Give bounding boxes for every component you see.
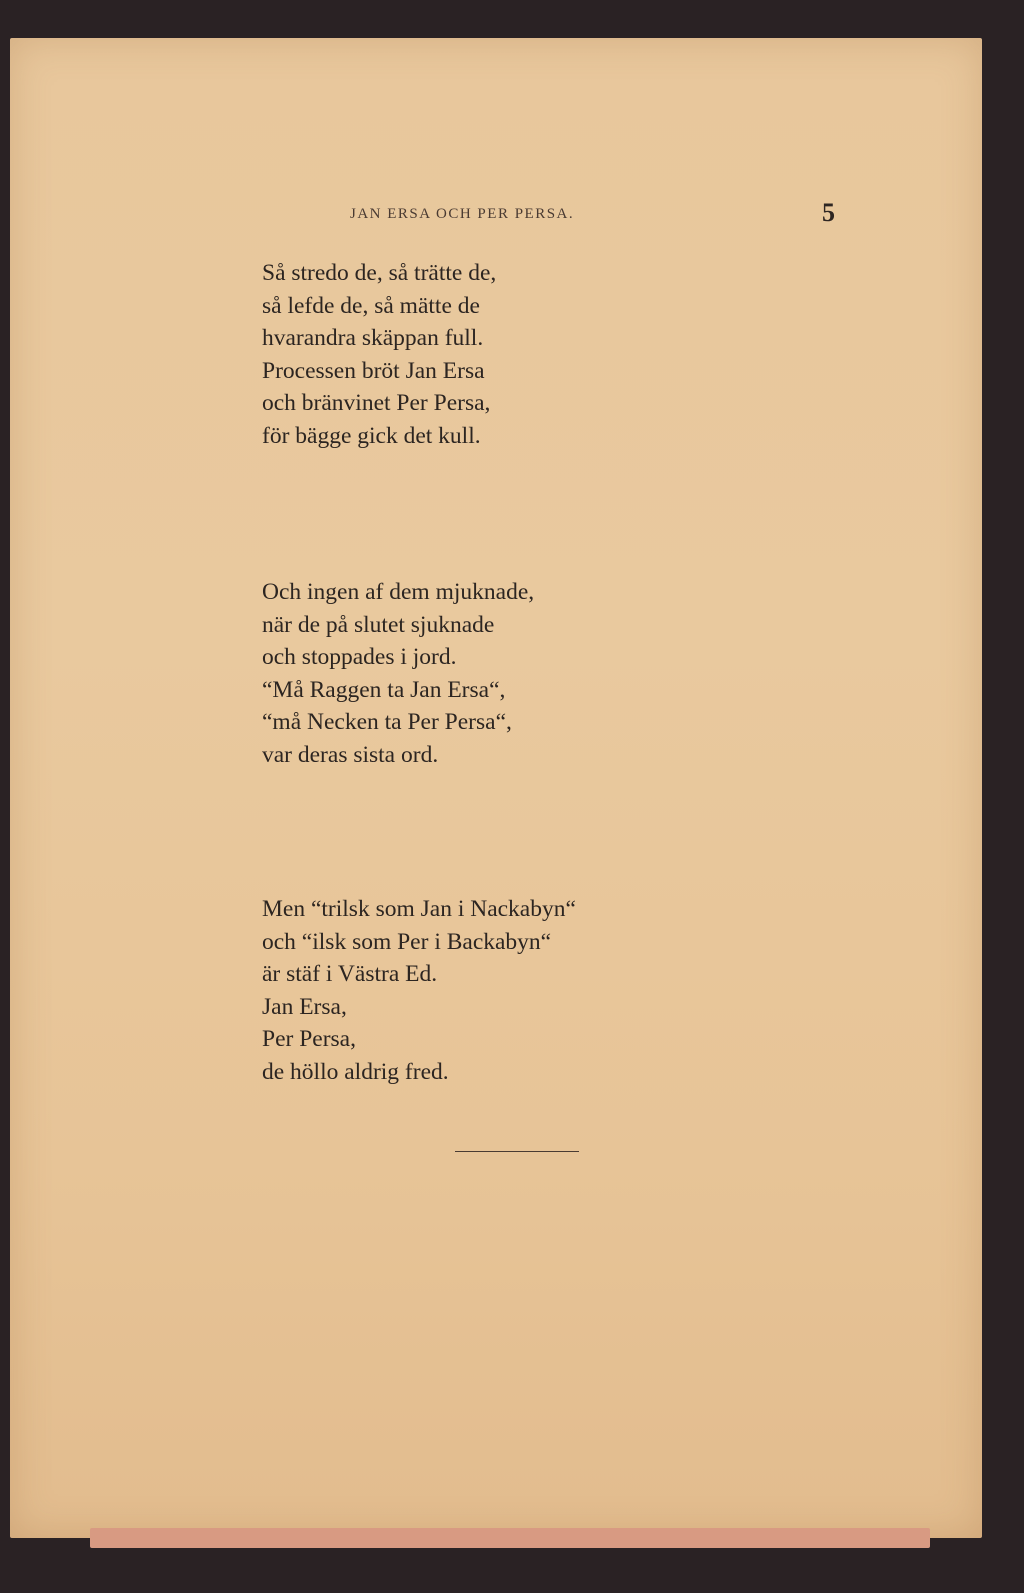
verse-line: Processen bröt Jan Ersa xyxy=(262,357,485,384)
stanza-1 xyxy=(262,257,496,452)
verse-line: och “ilsk som Per i Backabyn“ xyxy=(262,928,552,955)
stanza-3 xyxy=(262,893,576,1088)
verse-line: Så stredo de, så trätte de, xyxy=(262,260,497,286)
running-title: JAN ERSA OCH PER PERSA. xyxy=(350,206,575,222)
verse-line: Per Persa, xyxy=(262,1026,356,1052)
stanza-2 xyxy=(262,576,534,771)
page-number: 5 xyxy=(822,198,835,227)
verse-line: “må Necken ta Per Persa“, xyxy=(262,709,512,735)
end-rule xyxy=(455,1151,579,1152)
verse-line: “Må Raggen ta Jan Ersa“, xyxy=(262,676,506,703)
verse-line: så lefde de, så mätte de xyxy=(262,292,480,319)
verse-line: när de på slutet sjuknade xyxy=(262,611,495,638)
page-edge xyxy=(90,1528,930,1548)
verse-line: hvarandra skäppan full. xyxy=(262,325,484,351)
verse-line: var deras sista ord. xyxy=(262,741,439,768)
verse-line: och bränvinet Per Persa, xyxy=(262,390,491,416)
verse-line: Och ingen af dem mjuknade, xyxy=(262,579,535,605)
verse-line: de höllo aldrig fred. xyxy=(262,1058,449,1085)
verse-line: Men “trilsk som Jan i Nackabyn“ xyxy=(262,896,576,922)
verse-line: för bägge gick det kull. xyxy=(262,422,481,449)
verse-line: Jan Ersa, xyxy=(262,993,347,1020)
verse-line: är stäf i Västra Ed. xyxy=(262,961,438,987)
verse-line: och stoppades i jord. xyxy=(262,644,457,670)
